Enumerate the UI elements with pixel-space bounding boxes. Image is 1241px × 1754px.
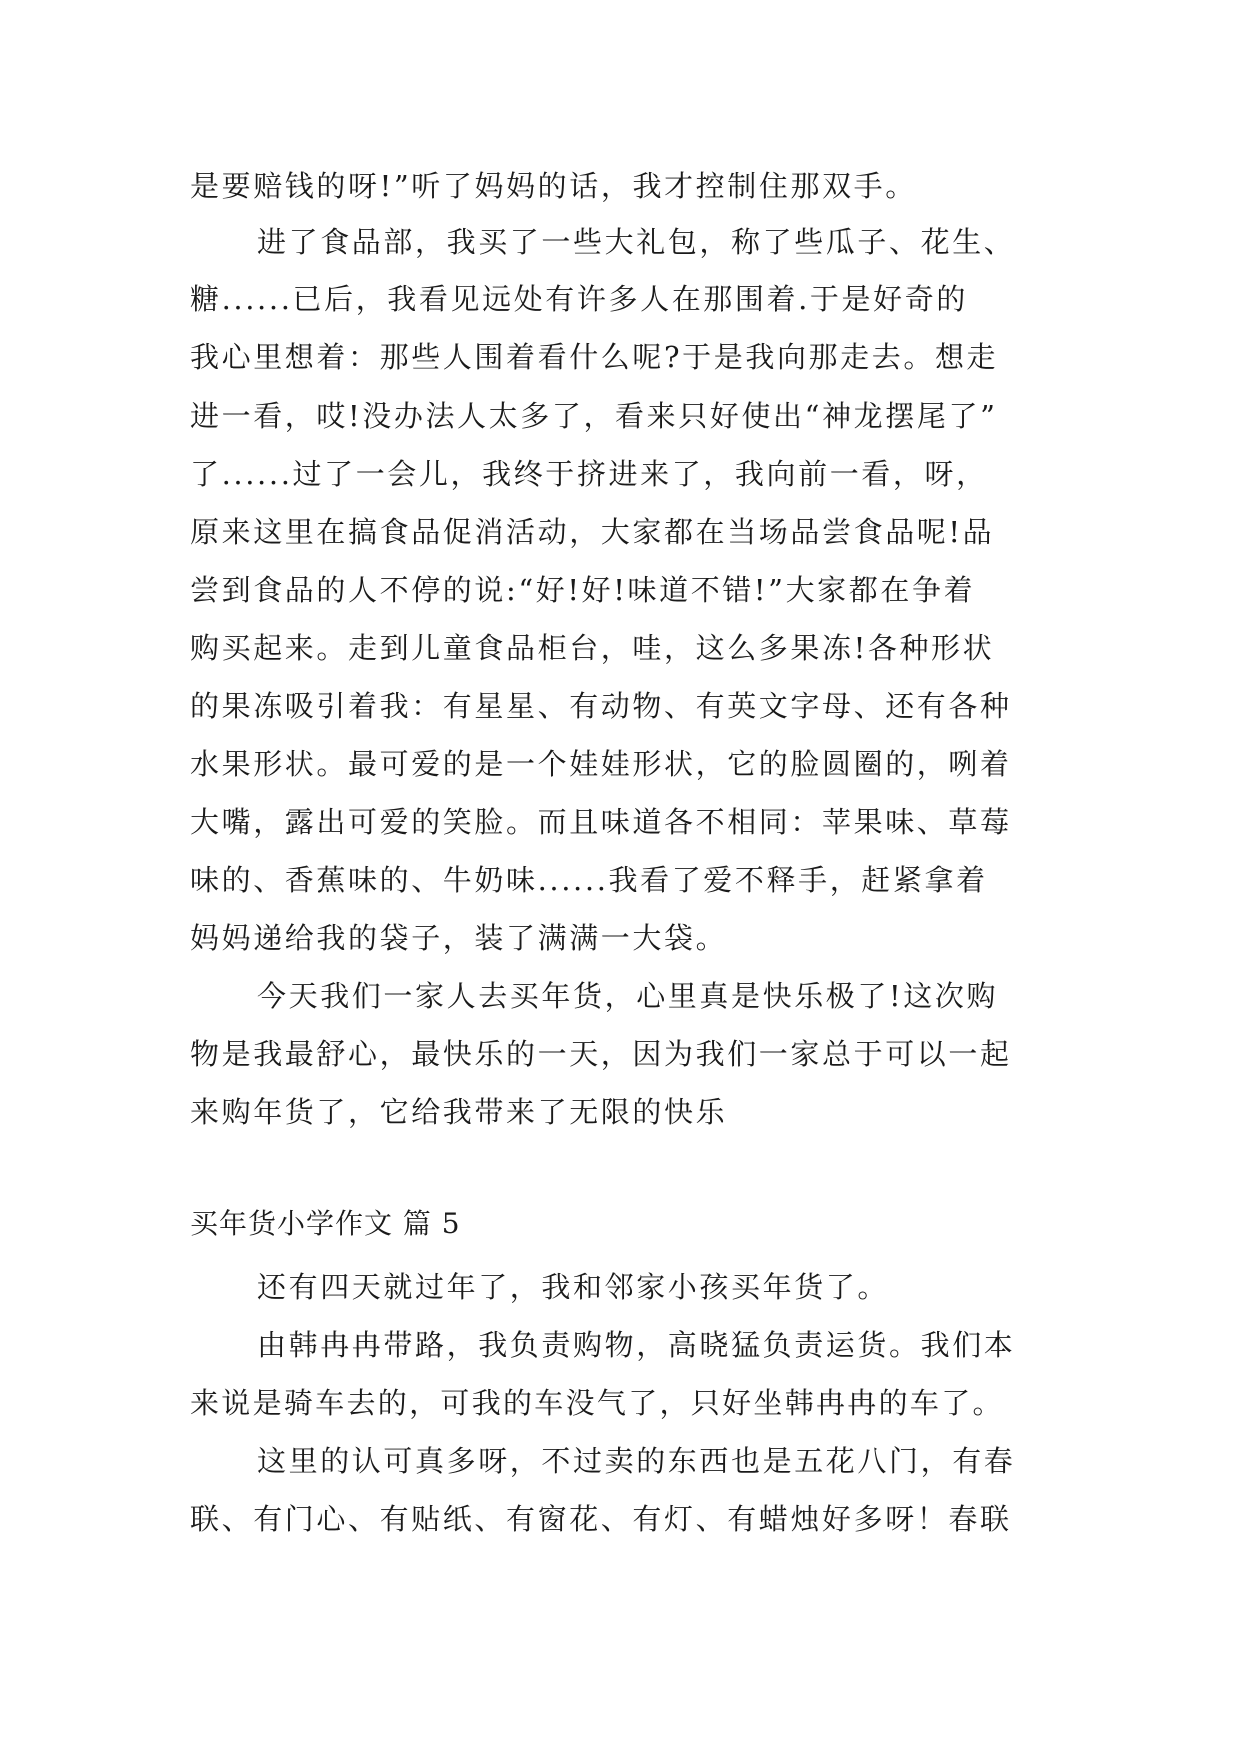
- text-line: 原来这里在搞食品促消活动，大家都在当场品尝食品呢!品: [190, 515, 995, 549]
- text-line: 物是我最舒心，最快乐的一天，因为我们一家总于可以一起: [190, 1037, 1012, 1071]
- text-line: 大嘴，露出可爱的笑脸。而且味道各不相同：苹果味、草莓: [190, 805, 1012, 839]
- text-line: 今天我们一家人去买年货，心里真是快乐极了!这次购: [257, 979, 999, 1013]
- text-line: 进一看，哎!没办法人太多了，看来只好使出“神龙摆尾了”: [190, 399, 998, 433]
- text-line: 是要赔钱的呀!”听了妈妈的话，我才控制住那双手。: [190, 169, 917, 203]
- text-line: 味的、香蕉味的、牛奶味......我看了爱不释手，赶紧拿着: [190, 863, 988, 897]
- text-line: 来购年货了，它给我带来了无限的快乐: [190, 1095, 728, 1129]
- text-line: 联、有门心、有贴纸、有窗花、有灯、有蜡烛好多呀！春联: [190, 1502, 1012, 1536]
- text-line: 妈妈递给我的袋子，装了满满一大袋。: [190, 921, 728, 955]
- text-line: 的果冻吸引着我：有星星、有动物、有英文字母、还有各种: [190, 689, 1012, 723]
- text-line: 我心里想着：那些人围着看什么呢?于是我向那走去。想走: [190, 340, 999, 374]
- text-line: 购买起来。走到儿童食品柜台，哇，这么多果冻!各种形状: [190, 631, 995, 665]
- text-line: 由韩冉冉带路，我负责购物，高晓猛负责运货。我们本: [257, 1328, 1016, 1362]
- text-line: 了......过了一会儿，我终于挤进来了，我向前一看，呀，: [190, 457, 988, 491]
- text-line: 还有四天就过年了，我和邻家小孩买年货了。: [257, 1270, 890, 1304]
- section-heading: 买年货小学作文 篇 5: [190, 1207, 461, 1240]
- text-line: 进了食品部，我买了一些大礼包，称了些瓜子、花生、: [257, 225, 1016, 259]
- text-line: 水果形状。最可爱的是一个娃娃形状，它的脸圆圈的，咧着: [190, 747, 1012, 781]
- text-line: 糖......已后，我看见远处有许多人在那围着.于是好奇的: [190, 282, 968, 316]
- text-line: 来说是骑车去的，可我的车没气了，只好坐韩冉冉的车了。: [190, 1386, 1004, 1420]
- text-line: 尝到食品的人不停的说:“好!好!味道不错!”大家都在争着: [190, 573, 976, 607]
- text-line: 这里的认可真多呀，不过卖的东西也是五花八门，有春: [257, 1444, 1016, 1478]
